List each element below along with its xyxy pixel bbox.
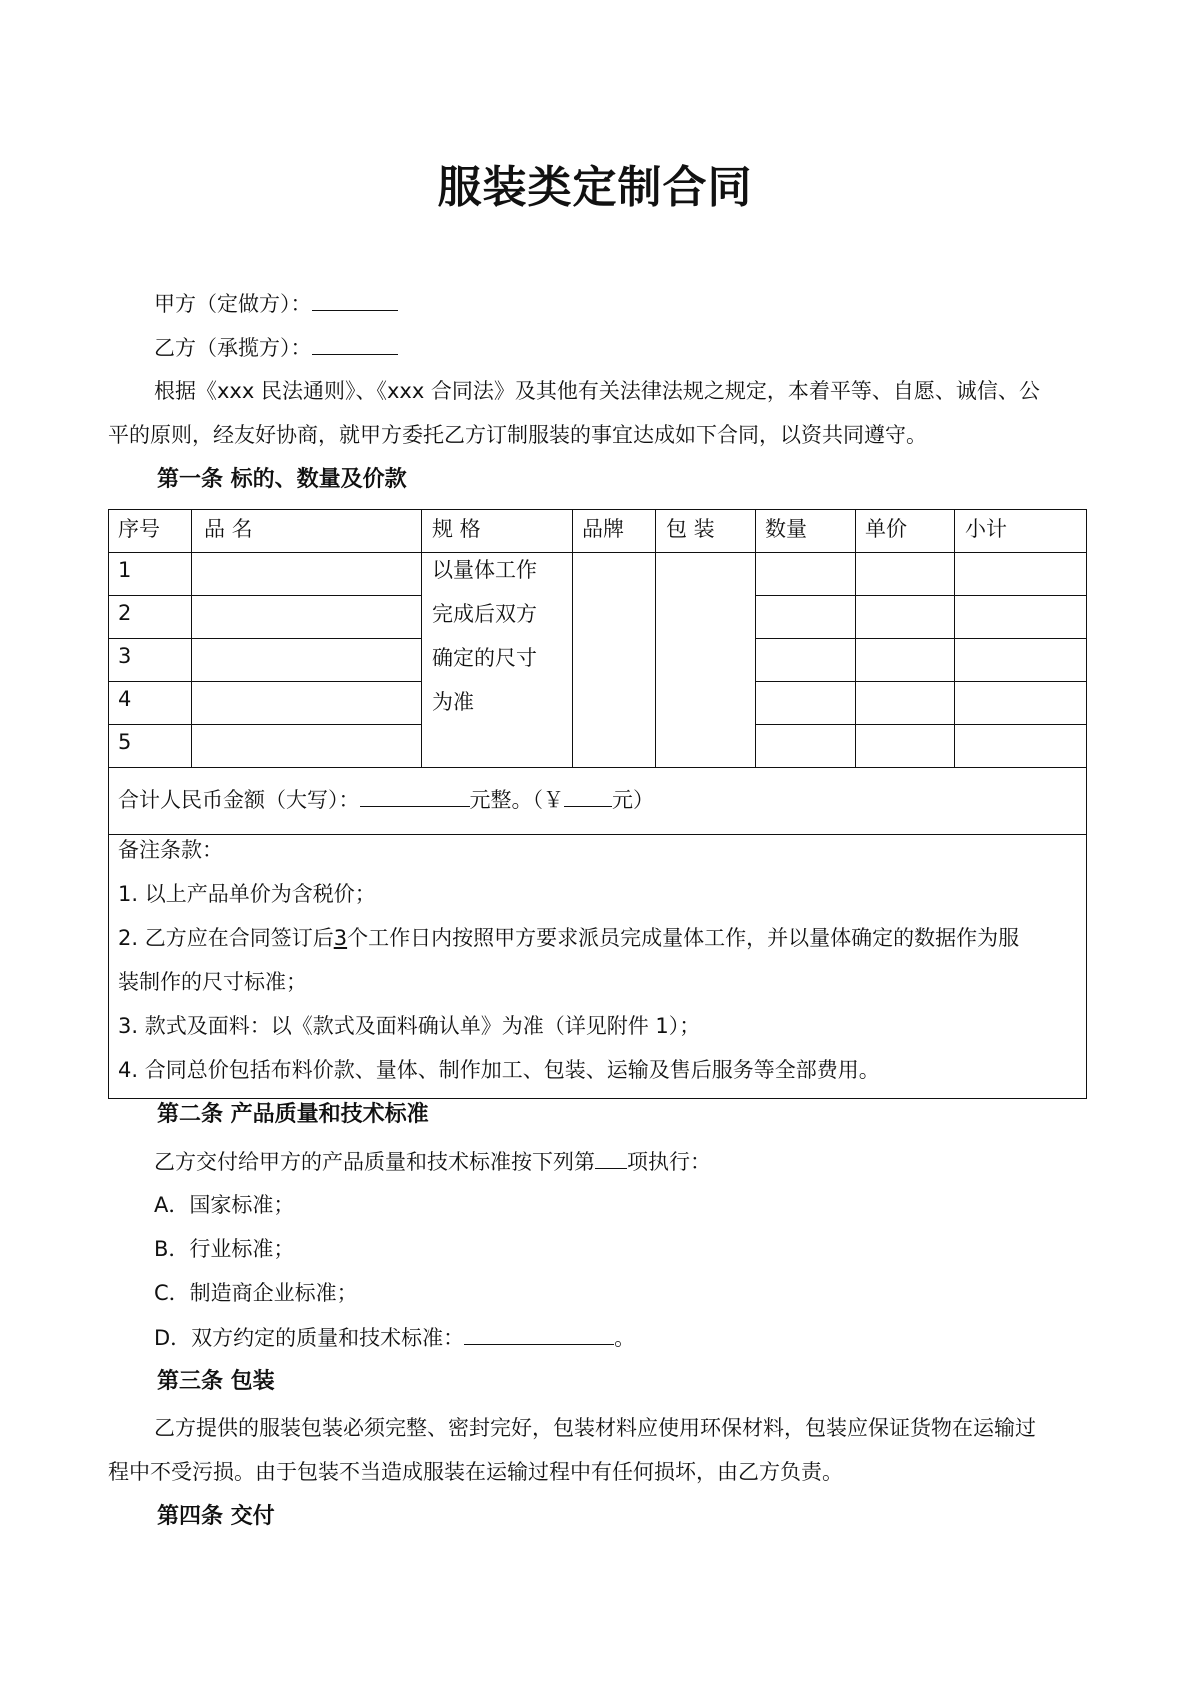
col-header-subtotal: 小计 — [965, 517, 1007, 541]
option-d-blank[interactable] — [464, 1322, 614, 1345]
total-mid: 元整。（￥ — [469, 788, 564, 812]
option-a: A．国家标准； — [154, 1193, 295, 1217]
table-border-bottom — [108, 1098, 1087, 1099]
intro-line-2: 平的原则，经友好协商，就甲方委托乙方订制服装的事宜达成如下合同，以资共同遵守。 — [108, 423, 927, 447]
col-divider — [572, 509, 573, 767]
row-index: 4 — [118, 687, 132, 711]
article-4-heading: 第四条 交付 — [157, 1504, 275, 1529]
article-2-intro — [154, 1146, 711, 1177]
row-index: 3 — [118, 644, 132, 668]
document-title: 服装类定制合同 — [437, 162, 753, 213]
item-table — [108, 509, 1087, 1099]
article-2-heading: 第二条 产品质量和技术标准 — [157, 1102, 429, 1127]
col-header-quantity: 数量 — [765, 517, 807, 541]
total-bottom-divider — [108, 834, 1087, 835]
row-index: 2 — [118, 601, 132, 625]
row-divider — [108, 638, 421, 639]
notes-title: 备注条款： — [118, 838, 223, 862]
col-divider — [655, 509, 656, 767]
note-2 — [118, 923, 1019, 953]
row-index: 5 — [118, 730, 132, 754]
standard-choice-blank[interactable] — [595, 1146, 627, 1169]
table-border-left — [108, 509, 109, 1099]
party-a-label: 甲方（定做方）： — [154, 292, 312, 316]
option-b: B．行业标准； — [154, 1237, 295, 1261]
col-header-index: 序号 — [118, 517, 160, 541]
total-amount-line — [118, 784, 654, 815]
party-a-blank[interactable] — [312, 288, 398, 311]
party-a-line — [154, 288, 398, 319]
total-number-blank[interactable] — [564, 784, 612, 807]
article-3-line-2: 程中不受污损。由于包装不当造成服装在运输过程中有任何损坏，由乙方负责。 — [108, 1460, 843, 1484]
option-d — [154, 1322, 635, 1353]
article-3-line-1: 乙方提供的服装包装必须完整、密封完好，包装材料应使用环保材料，包装应保证货物在运输过 — [154, 1416, 1036, 1440]
article-3-heading: 第三条 包装 — [157, 1369, 275, 1394]
total-suffix: 元） — [612, 788, 654, 812]
article-1-heading: 第一条 标的、数量及价款 — [157, 467, 407, 492]
col-divider — [421, 509, 422, 767]
spec-line: 确定的尺寸 — [432, 646, 537, 670]
table-border-top — [108, 509, 1087, 510]
table-border-right — [1086, 509, 1087, 1099]
option-d-label: D．双方约定的质量和技术标准： — [154, 1326, 465, 1350]
party-b-label: 乙方（承揽方）： — [154, 336, 312, 360]
option-c: C．制造商企业标准； — [154, 1281, 358, 1305]
items-bottom-divider — [108, 767, 1087, 768]
note-2-part-a: 2. 乙方应在合同签订后 — [118, 926, 334, 950]
note-4: 4. 合同总价包括布料价款、量体、制作加工、包装、运输及售后服务等全部费用。 — [118, 1058, 880, 1082]
option-d-end: 。 — [614, 1326, 636, 1350]
spec-line: 以量体工作 — [432, 558, 537, 582]
row-divider — [755, 638, 1087, 639]
spec-line: 完成后双方 — [432, 602, 537, 626]
row-divider — [755, 681, 1087, 682]
party-b-blank[interactable] — [312, 332, 398, 355]
note-2-part-b: 个工作日内按照甲方要求派员完成量体工作，并以量体确定的数据作为服 — [347, 926, 1020, 950]
row-divider — [755, 595, 1087, 596]
note-3: 3. 款式及面料：以《款式及面料确认单》为准（详见附件 1）； — [118, 1014, 701, 1038]
col-header-spec: 规 格 — [432, 517, 481, 541]
article-2-intro-a: 乙方交付给甲方的产品质量和技术标准按下列第 — [154, 1150, 595, 1174]
note-1: 1. 以上产品单价为含税价； — [118, 882, 376, 906]
col-header-name: 品 名 — [204, 517, 253, 541]
col-header-unit-price: 单价 — [865, 517, 907, 541]
note-2-continued: 装制作的尺寸标准； — [118, 970, 307, 994]
party-b-line — [154, 332, 398, 363]
col-divider — [755, 509, 756, 767]
total-words-blank[interactable] — [360, 784, 470, 807]
spec-line: 为准 — [432, 690, 474, 714]
article-2-intro-b: 项执行： — [627, 1150, 711, 1174]
col-divider — [954, 509, 955, 767]
col-divider — [855, 509, 856, 767]
note-2-days: 3 — [333, 926, 348, 950]
total-prefix: 合计人民币金额（大写）： — [118, 788, 360, 812]
row-divider — [108, 681, 421, 682]
intro-line-1: 根据《xxx 民法通则》、《xxx 合同法》及其他有关法律法规之规定，本着平等、自愿、诚信、公 — [154, 379, 1040, 403]
row-index: 1 — [118, 558, 132, 582]
table-header-divider — [108, 552, 1087, 553]
col-header-packaging: 包 装 — [666, 517, 715, 541]
row-divider — [755, 724, 1087, 725]
col-header-brand: 品牌 — [582, 517, 624, 541]
row-divider — [108, 595, 421, 596]
row-divider — [108, 724, 421, 725]
col-divider — [191, 509, 192, 767]
